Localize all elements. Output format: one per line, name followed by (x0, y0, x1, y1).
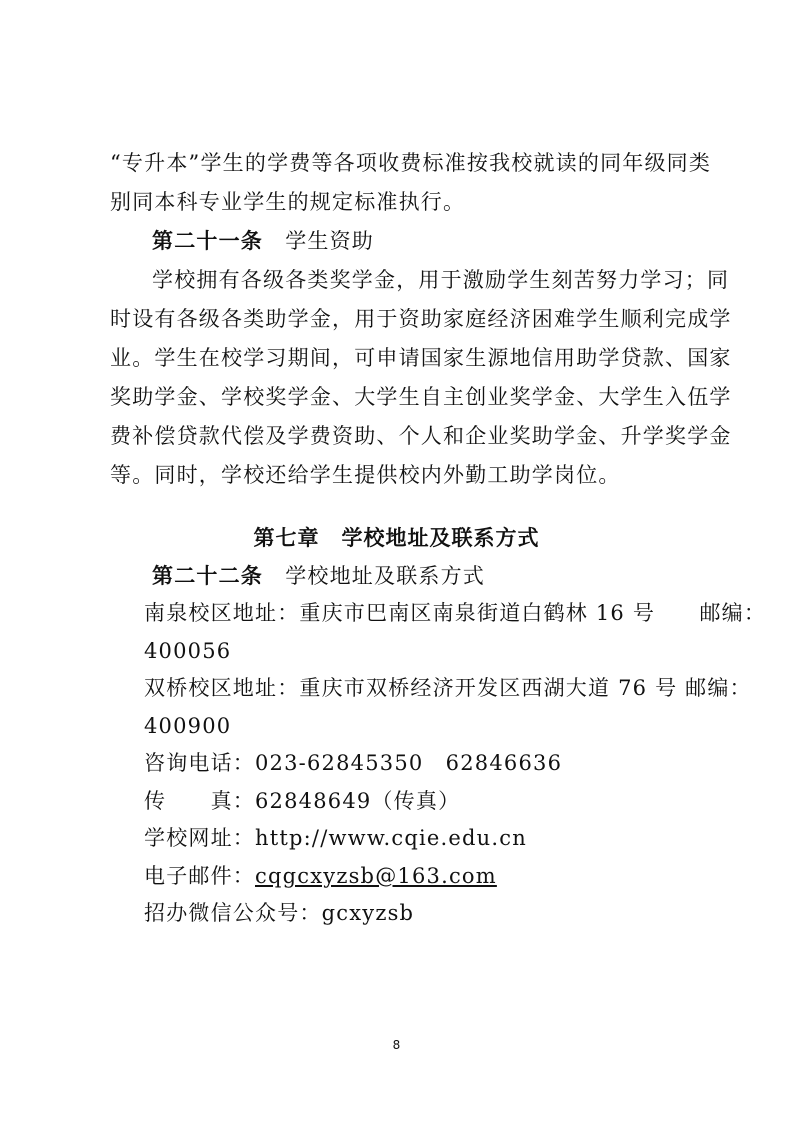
page-number: 8 (392, 1038, 401, 1052)
email-line (144, 861, 497, 891)
article-22-title: 学校地址及联系方式 (285, 564, 486, 588)
phone-line (144, 748, 562, 778)
aid-paragraph-line-1: 学校拥有各级各类奖学金，用于激励学生刻苦努力学习；同 (152, 268, 730, 292)
shuangqiao-campus-address: 双桥校区地址：重庆市双桥经济开发区西湖大道 76 号 邮编： (144, 676, 752, 700)
fax-line (144, 786, 460, 816)
wechat-value: gcxyzsb (321, 901, 415, 925)
website-line (144, 823, 527, 853)
aid-paragraph-line-6: 等。同时，学校还给学生提供校内外勤工助学岗位。 (110, 463, 621, 487)
aid-paragraph-line-5: 费补偿贷款代偿及学费资助、个人和企业奖助学金、升学奖学金 (110, 424, 732, 448)
phone-label: 咨询电话： (144, 751, 255, 775)
email-label: 电子邮件： (144, 864, 255, 888)
wechat-line (144, 898, 414, 928)
aid-paragraph-line-4: 奖助学金、学校奖学金、大学生自主创业奖学金、大学生入伍学 (110, 385, 732, 409)
tuition-paragraph-line-2: 别同本科专业学生的规定标准执行。 (110, 190, 466, 214)
email-link[interactable]: cqgcxyzsb@163.com (255, 864, 497, 888)
article-21-heading-line (152, 226, 374, 256)
nanquan-campus-zip: 400056 (144, 639, 232, 663)
fax-label: 传 真： (144, 789, 255, 813)
fax-value: 62848649（传真） (255, 789, 461, 813)
aid-paragraph-line-3: 业。学生在校学习期间，可申请国家生源地信用助学贷款、国家 (110, 346, 732, 370)
tuition-paragraph-line-1: “专升本”学生的学费等各项收费标准按我校就读的同年级同类 (110, 151, 712, 175)
aid-paragraph-line-2: 时设有各级各类助学金，用于资助家庭经济困难学生顺利完成学 (110, 307, 732, 331)
chapter-7-title: 第七章 学校地址及联系方式 (253, 525, 540, 550)
article-21-spacer (263, 229, 285, 253)
article-22-heading-line (152, 561, 485, 591)
phone-value: 023-62845350 62846636 (255, 751, 563, 775)
shuangqiao-campus-zip: 400900 (144, 714, 232, 738)
wechat-label: 招办微信公众号： (144, 901, 322, 925)
website-link[interactable]: http://www.cqie.edu.cn (255, 826, 527, 850)
website-label: 学校网址： (144, 826, 255, 850)
article-22-spacer (263, 564, 285, 588)
nanquan-campus-address: 南泉校区地址：重庆市巴南区南泉街道白鹤林 16 号 邮编： (144, 601, 767, 625)
article-21-title: 学生资助 (285, 229, 375, 253)
article-22-number: 第二十二条 (152, 563, 263, 588)
article-21-number: 第二十一条 (152, 228, 263, 253)
